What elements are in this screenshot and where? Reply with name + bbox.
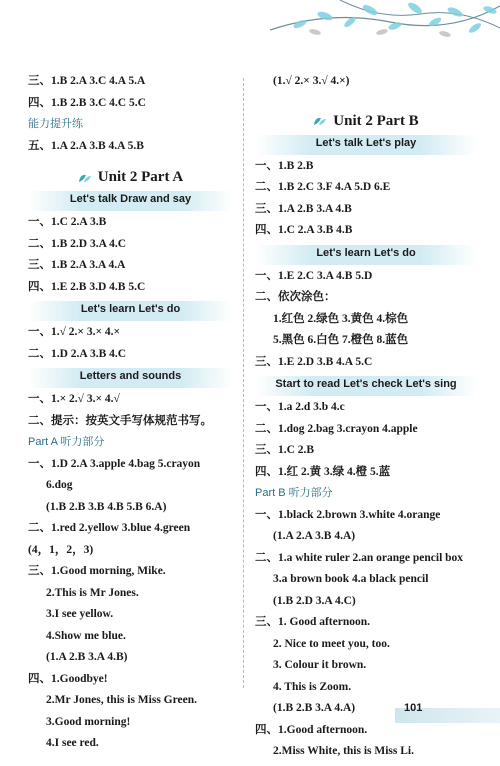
- answer-line: 一、1.a 2.d 3.b 4.c: [255, 401, 345, 413]
- section-band: Let's learn Let's do: [255, 245, 477, 265]
- answer-line: 四、1.B 2.B 3.C 4.C 5.C: [28, 96, 146, 109]
- answer-line: 一、1.B 2.B: [255, 159, 314, 172]
- answer-line: 4. This is Zoom.: [273, 680, 352, 693]
- answer-line: 三、1.B 2.A 3.C 4.A 5.A: [28, 75, 146, 87]
- answer-line: 四、1.E 2.B 3.D 4.B 5.C: [28, 280, 146, 293]
- answer-line: 一、1.black 2.brown 3.white 4.orange: [255, 508, 441, 521]
- unit-title: Unit 2 Part B: [333, 112, 419, 129]
- unit-title: Unit 2 Part A: [97, 169, 184, 185]
- answer-group: [255, 269, 477, 377]
- page-number: 101: [404, 702, 423, 714]
- answer-line: 2.Miss White, this is Miss Li.: [273, 745, 414, 757]
- answer-line: (1.√ 2.× 3.√ 4.×): [273, 75, 350, 87]
- section-band: Let's talk Draw and say: [28, 191, 233, 211]
- answer-line: 一、1.E 2.C 3.A 4.B 5.D: [255, 269, 373, 282]
- unit-heading: [255, 110, 477, 135]
- answer-line: 二、1.red 2.yellow 3.blue 4.green: [28, 522, 191, 534]
- answer-line: 二、依次涂色：: [255, 291, 336, 303]
- answer-line: 四、1.Goodbye!: [28, 672, 108, 685]
- listening-label: Part B 听力部分: [255, 487, 333, 499]
- leaf-icon: [78, 173, 92, 183]
- section-band: Let's talk Let's play: [255, 135, 477, 155]
- answer-line: 二、1.B 2.D 3.A 4.C: [28, 237, 127, 250]
- section-band: Letters and sounds: [28, 368, 233, 388]
- answer-line: 二、1.dog 2.bag 3.crayon 4.apple: [255, 422, 418, 435]
- section-band: Let's learn Let's do: [28, 301, 233, 321]
- answer-line: 2.Mr Jones, this is Miss Green.: [46, 694, 197, 706]
- answer-line: 五、1.A 2.A 3.B 4.A 5.B: [28, 139, 144, 152]
- answer-line: 3.a brown book 4.a black pencil: [273, 573, 429, 585]
- answer-line: 3.Good morning!: [46, 715, 131, 728]
- answer-line: 三、1. Good afternoon.: [255, 616, 370, 628]
- answer-line: 二、1.D 2.A 3.B 4.C: [28, 347, 127, 360]
- answer-line: (1.A 2.B 3.A 4.B): [46, 651, 128, 663]
- answer-line: (1.B 2.B 3.B 4.B 5.B 6.A): [46, 500, 167, 513]
- listening-answers: [255, 508, 477, 766]
- listening-label: Part A 听力部分: [28, 436, 105, 448]
- decorative-leaves: [270, 0, 500, 48]
- answer-line: 4.I see red.: [46, 737, 99, 749]
- answer-line: 三、1.A 2.B 3.A 4.B: [255, 202, 352, 215]
- answer-line: 三、1.Good morning, Mike.: [28, 565, 166, 577]
- answer-line: (1.A 2.A 3.B 4.A): [273, 530, 356, 542]
- leaf-icon: [313, 116, 327, 126]
- answer-line: 6.dog: [46, 479, 73, 491]
- section-label: 能力提升练: [28, 118, 83, 130]
- answer-line: 一、1.× 2.√ 3.× 4.√: [28, 393, 120, 405]
- left-column: [28, 74, 233, 758]
- answer-line: 二、1.a white ruler 2.an orange pencil box: [255, 551, 464, 564]
- column-divider: [243, 78, 244, 688]
- right-column: [255, 74, 477, 766]
- answer-line: 3.I see yellow.: [46, 608, 114, 620]
- answer-group: [255, 400, 477, 486]
- answer-line: 四、1.C 2.A 3.B 4.B: [255, 224, 353, 236]
- unit-heading: [28, 166, 233, 191]
- answer-line: 2.This is Mr Jones.: [46, 586, 139, 599]
- answer-line: 3. Colour it brown.: [273, 659, 367, 671]
- answer-line: 1.红色 2.绿色 3.黄色 4.棕色: [273, 312, 409, 325]
- answer-line: 三、1.B 2.A 3.A 4.A: [28, 259, 126, 271]
- answer-line: 四、1.Good afternoon.: [255, 723, 368, 736]
- answer-line: 二、提示：按英文手写体规范书写。: [28, 414, 212, 427]
- listening-answers: [28, 457, 233, 758]
- answer-line: 三、1.E 2.D 3.B 4.A 5.C: [255, 355, 373, 368]
- answer-line: 一、1.D 2.A 3.apple 4.bag 5.crayon: [28, 457, 201, 470]
- answer-line: 5.黑色 6.白色 7.橙色 8.蓝色: [273, 334, 409, 346]
- answer-line: (4，1，2，3): [28, 543, 94, 556]
- answer-line: 四、1.红 2.黄 3.绿 4.橙 5.蓝: [255, 465, 391, 478]
- answer-line: 二、1.B 2.C 3.F 4.A 5.D 6.E: [255, 181, 391, 193]
- answer-line: (1.B 2.B 3.A 4.A): [273, 702, 356, 714]
- answer-line: 一、1.C 2.A 3.B: [28, 216, 107, 228]
- section-band: Start to read Let's check Let's sing: [255, 376, 477, 396]
- answer-line: 4.Show me blue.: [46, 629, 126, 642]
- answer-line: 一、1.√ 2.× 3.× 4.×: [28, 326, 121, 338]
- answer-line: (1.B 2.D 3.A 4.C): [273, 594, 356, 607]
- answer-line: 2. Nice to meet you, too.: [273, 637, 390, 650]
- answer-line: 三、1.C 2.B: [255, 444, 315, 456]
